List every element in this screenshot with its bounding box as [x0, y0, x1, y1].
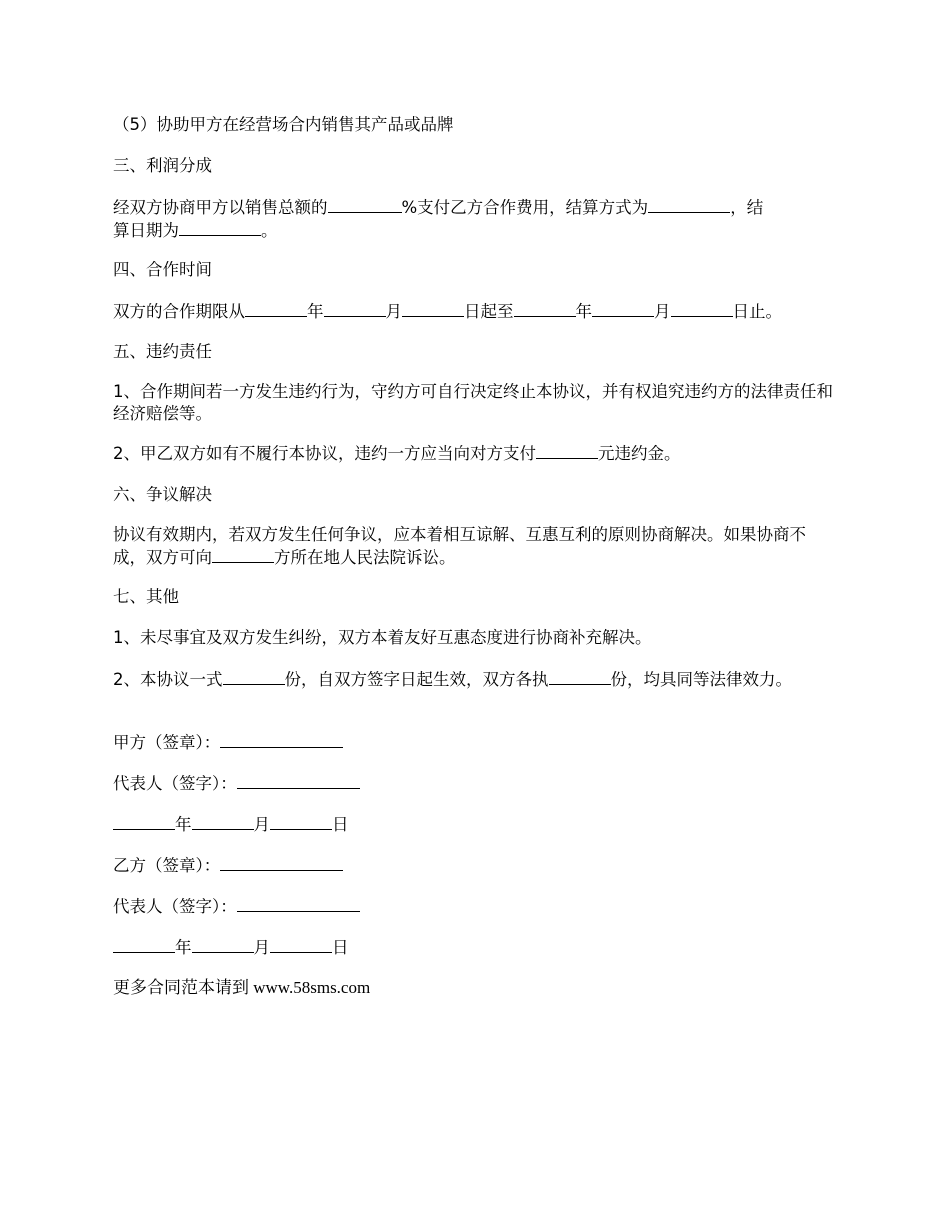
- party-b-rep-label: 代表人（签字）：: [113, 897, 237, 916]
- party-a-day-label: 日: [332, 815, 349, 834]
- party-a-date-line: [113, 813, 838, 836]
- liability-item-1: [113, 381, 838, 425]
- profit-share-paragraph: [113, 196, 838, 242]
- term-paragraph: [113, 300, 838, 323]
- party-b-year-label: 年: [175, 938, 192, 957]
- other-item-2: [113, 668, 838, 691]
- term-text-a: 双方的合作期限从: [113, 302, 245, 321]
- party-b-seal-blank[interactable]: [220, 854, 343, 871]
- end-year-label: 年: [575, 302, 592, 321]
- section-4-heading: [113, 259, 838, 281]
- section-3-heading: [113, 155, 838, 177]
- liability-item-1-text: 1、合作期间若一方发生违约行为，守约方可自行决定终止本协议，并有权追究违约方的法律责任和经济赔偿等。: [113, 382, 833, 423]
- settlement-date-blank[interactable]: [179, 219, 261, 236]
- other-item-2-text-b: 份，自双方签字日起生效，双方各执: [284, 670, 549, 689]
- clause-5-text: [113, 114, 838, 136]
- profit-share-text-d: 算日期为: [113, 221, 179, 240]
- party-a-rep-line: [113, 772, 838, 795]
- court-party-blank[interactable]: [212, 546, 274, 563]
- liability-item-2-text-b: 元违约金。: [598, 444, 681, 463]
- other-item-1: [113, 627, 838, 649]
- party-b-date-line: [113, 936, 838, 959]
- profit-share-text-e: 。: [261, 221, 278, 240]
- end-day-blank[interactable]: [671, 300, 733, 317]
- party-b-rep-blank[interactable]: [237, 895, 360, 912]
- end-month-blank[interactable]: [592, 300, 654, 317]
- party-a-year-label: 年: [175, 815, 192, 834]
- other-item-1-text: 1、未尽事宜及双方发生纠纷，双方本着友好互惠态度进行协商补充解决。: [113, 628, 652, 647]
- party-a-month-label: 月: [253, 815, 270, 834]
- section-5-heading: [113, 341, 838, 363]
- section-5-title: 五、违约责任: [113, 342, 212, 361]
- party-b-year-blank[interactable]: [113, 936, 175, 953]
- section-7-title: 七、其他: [113, 587, 179, 606]
- start-year-label: 年: [307, 302, 324, 321]
- end-year-blank[interactable]: [514, 300, 576, 317]
- profit-share-text-b: %支付乙方合作费用，结算方式为: [401, 198, 649, 217]
- party-b-day-blank[interactable]: [270, 936, 332, 953]
- start-month-label: 月: [385, 302, 402, 321]
- party-b-month-label: 月: [253, 938, 270, 957]
- copies-each-blank[interactable]: [549, 668, 611, 685]
- footer-link-text[interactable]: 更多合同范本请到 www.58sms.com: [113, 978, 371, 997]
- penalty-amount-blank[interactable]: [536, 442, 598, 459]
- settlement-method-blank[interactable]: [648, 196, 730, 213]
- liability-item-2: [113, 442, 838, 465]
- section-6-title: 六、争议解决: [113, 485, 212, 504]
- start-day-label: 日: [464, 302, 481, 321]
- party-a-rep-blank[interactable]: [237, 772, 360, 789]
- party-a-day-blank[interactable]: [270, 813, 332, 830]
- party-b-rep-line: [113, 895, 838, 918]
- party-a-rep-label: 代表人（签字）：: [113, 774, 237, 793]
- party-a-seal-line: [113, 731, 838, 754]
- end-day-label: 日: [732, 302, 749, 321]
- term-text-c: 止。: [749, 302, 782, 321]
- other-item-2-text-a: 2、本协议一式: [113, 670, 223, 689]
- start-year-blank[interactable]: [245, 300, 307, 317]
- party-a-year-blank[interactable]: [113, 813, 175, 830]
- other-item-2-text-c: 份，均具同等法律效力。: [610, 670, 792, 689]
- section-6-heading: [113, 484, 838, 506]
- section-7-heading: [113, 586, 838, 608]
- party-a-seal-blank[interactable]: [220, 731, 343, 748]
- clause-5-label: （5）协助甲方在经营场合内销售其产品或品牌: [113, 115, 454, 134]
- party-b-month-blank[interactable]: [192, 936, 254, 953]
- party-a-month-blank[interactable]: [192, 813, 254, 830]
- footer-line: [113, 977, 838, 999]
- liability-item-2-text-a: 2、甲乙双方如有不履行本协议，违约一方应当向对方支付: [113, 444, 536, 463]
- section-4-title: 四、合作时间: [113, 260, 212, 279]
- percent-blank[interactable]: [328, 196, 402, 213]
- party-b-day-label: 日: [332, 938, 349, 957]
- section-3-title: 三、利润分成: [113, 156, 212, 175]
- end-month-label: 月: [654, 302, 671, 321]
- dispute-text-a: 协议有效期内，若双方发生任何争议，应本着相互谅解、互惠互利的原则协商解决。如果协商不成，双方可向: [113, 525, 806, 567]
- start-month-blank[interactable]: [324, 300, 386, 317]
- party-a-seal-label: 甲方（签章）：: [113, 733, 221, 752]
- dispute-text-b: 方所在地人民法院诉讼。: [274, 548, 456, 567]
- term-text-b: 起至: [480, 302, 514, 321]
- profit-share-text-c: ，结: [730, 198, 764, 217]
- party-b-seal-line: [113, 854, 838, 877]
- party-b-seal-label: 乙方（签章）：: [113, 856, 221, 875]
- profit-share-text-a: 经双方协商甲方以销售总额的: [113, 198, 328, 217]
- copies-total-blank[interactable]: [223, 668, 285, 685]
- start-day-blank[interactable]: [402, 300, 464, 317]
- dispute-paragraph: [113, 524, 838, 569]
